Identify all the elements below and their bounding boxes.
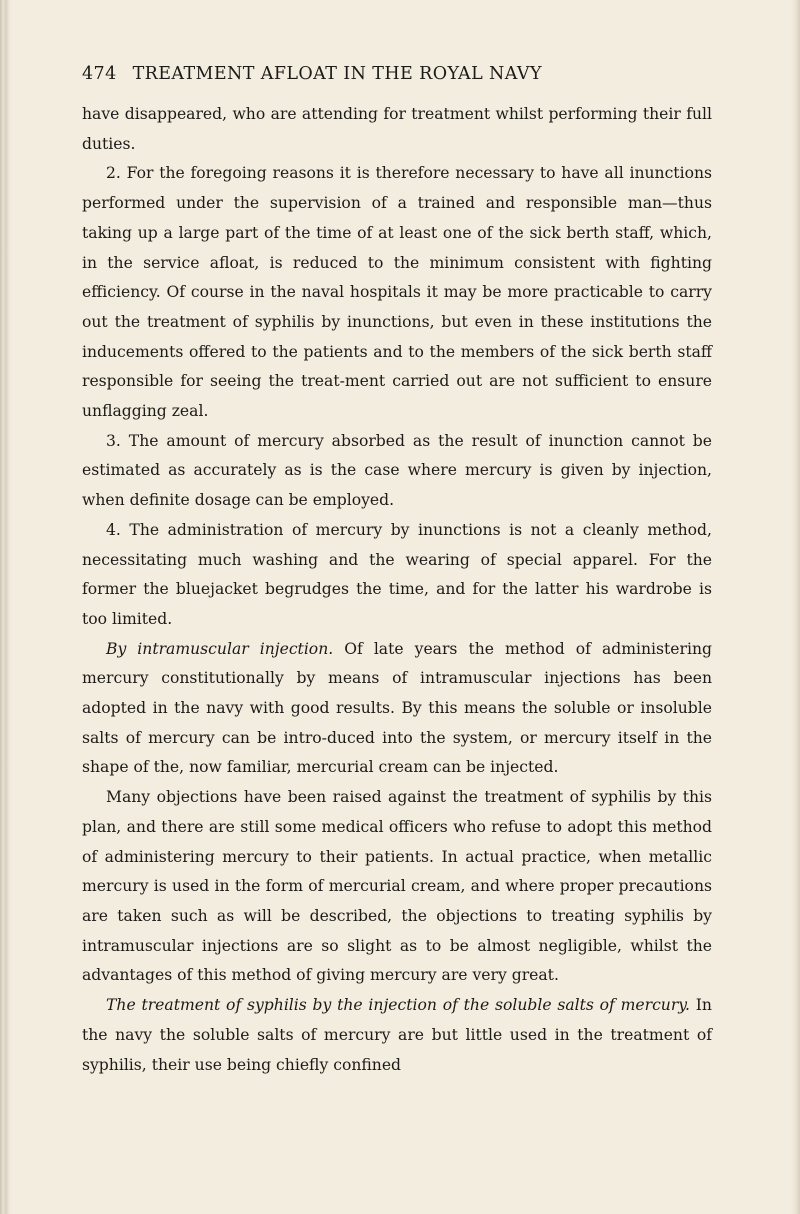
section-heading-soluble-salts: The treatment of syphilis by the injection of the soluble salts of mercury. xyxy=(106,996,690,1015)
paragraph-point-2 xyxy=(82,159,712,426)
paragraph-continuation xyxy=(82,100,712,159)
paragraph-point-4 xyxy=(82,516,712,635)
paragraph-point-3 xyxy=(82,427,712,516)
page-right-edge xyxy=(790,0,800,1214)
page-body xyxy=(82,100,712,1080)
page-binding-edge xyxy=(0,0,12,1214)
paragraph-text: Of late years the method of administering mercury constitutionally by means of intramuscular injections has been adopted in the navy with good results. By this means the soluble or insoluble salts of mercury can be intro-duced into the system, or mercury itself in the shape of the, now familiar, mercurial cream can be injected. xyxy=(82,639,713,777)
paragraph-text: 3. The amount of mercury absorbed as the result of inunction cannot be estimated as accurately as is the case where mercury is given by injection, when definite dosage can be employed. xyxy=(82,431,712,510)
paragraph-text: 2. For the foregoing reasons it is therefore necessary to have all inunctions performed under the supervision of a trained and responsible man—thus taking up a large part of the time of at least one of the sick berth staff, which, in the service afloat, is reduced to the minimum consistent with fighting efficiency. Of course in the naval hospitals it may be more practicable to carry out the treatment of syphilis by inunctions, but even in these institutions the inducements offered to the patients and to the members of the sick berth staff responsible for seeing the treat-ment carried out are not sufficient to ensure unflagging zeal. xyxy=(82,164,712,421)
section-heading-intramuscular: By intramuscular injection. xyxy=(106,639,334,658)
paragraph-intramuscular-injection xyxy=(82,635,712,784)
running-title: TREATMENT AFLOAT IN THE ROYAL NAVY xyxy=(132,64,542,84)
paragraph-text: In the navy the soluble salts of mercury are but little used in the treatment of syphilis, their use being chiefly confined xyxy=(82,996,712,1074)
paragraph-soluble-salts xyxy=(82,991,712,1080)
running-header xyxy=(82,64,722,84)
paragraph-text: 4. The administration of mercury by inunctions is not a cleanly method, necessitating much washing and the wearing of special apparel. For the former the bluejacket begrudges the time, and for the latter his wardrobe is too limited. xyxy=(82,520,712,628)
page-number: 474 xyxy=(82,64,117,84)
paragraph-text: Many objections have been raised against the treatment of syphilis by this plan, and there are still some medical officers who refuse to adopt this method of administering mercury to their patients. In actual practice, when metallic mercury is used in the form of mercurial cream, and where proper precautions are taken such as will be described, the objections to treating syphilis by intramuscular injections are so slight as to be almost negligible, whilst the advantages of this method of giving mercury are very great. xyxy=(82,788,712,985)
paragraph-text: have disappeared, who are attending for treatment whilst performing their full duties. xyxy=(82,105,712,153)
paragraph-objections xyxy=(82,783,712,991)
